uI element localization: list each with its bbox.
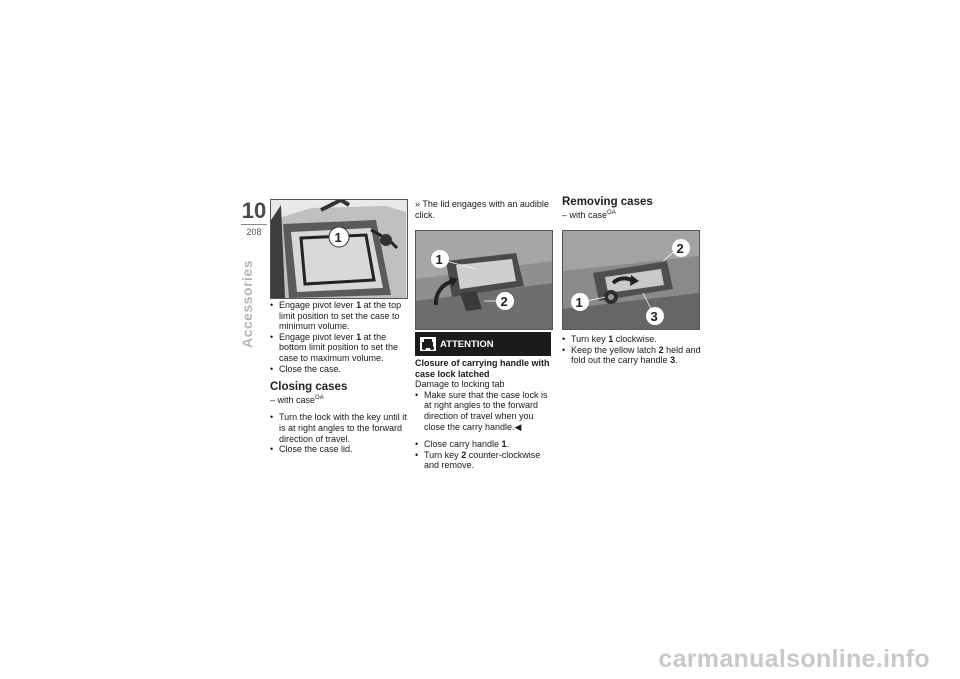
list-item: • Close carry handle 1. xyxy=(415,439,555,450)
section-label: Accessories xyxy=(239,259,255,348)
removing-steps xyxy=(562,334,707,366)
column-3-text xyxy=(562,334,707,366)
motorcycle-warning-icon xyxy=(420,337,436,351)
page-number: 208 xyxy=(246,227,262,237)
adjust-volume-steps xyxy=(270,300,410,374)
list-item: • Engage pivot lever 1 at the bottom limit position to set the case to maximum volume. xyxy=(270,332,410,364)
callout-3: 3 xyxy=(650,309,658,324)
closing-steps xyxy=(270,412,410,454)
list-item: • Close the case lid. xyxy=(270,444,410,455)
lid-result-text: » The lid engages with an audible click. xyxy=(415,199,549,220)
chapter-divider xyxy=(241,224,267,225)
key-latch-photo xyxy=(562,230,700,330)
list-item: • Close the case. xyxy=(270,364,410,375)
list-item: • Make sure that the case lock is at right angles to the forward direction of travel when you close the carry handle.◀ xyxy=(415,390,555,432)
column-3-header xyxy=(562,197,707,220)
removing-cases-heading: Removing cases xyxy=(562,196,653,208)
closing-cases-subheading: – with case$^{OA}$ xyxy=(270,394,324,405)
watermark: carmanualsonline.info xyxy=(658,645,930,673)
attention-steps xyxy=(415,390,555,432)
chapter-number: 10 xyxy=(241,198,267,223)
list-item: • Turn key 1 clockwise. xyxy=(562,334,707,345)
attention-label: ATTENTION xyxy=(440,338,494,350)
closing-cases-heading: Closing cases xyxy=(270,381,348,394)
attention-banner xyxy=(415,332,551,356)
case-interior-photo xyxy=(270,199,408,299)
column-1-text xyxy=(270,300,410,455)
carry-handle-photo xyxy=(415,230,553,330)
column-2-text xyxy=(415,358,555,471)
list-item: • Turn key 2 counter-clockwise and remove. xyxy=(415,450,555,471)
callout-2: 2 xyxy=(676,241,684,256)
removing-cases-subheading: – with case$^{OA}$ xyxy=(562,209,616,220)
attention-heading: Closure of carrying handle with case lock latched xyxy=(415,358,550,379)
callout-1: 1 xyxy=(575,295,583,310)
callout-1: 1 xyxy=(435,252,443,267)
callout-1: 1 xyxy=(334,230,342,245)
list-item: • Engage pivot lever 1 at the top limit position to set the case to minimum volume. xyxy=(270,300,410,332)
closing-handle-steps xyxy=(415,439,555,471)
callout-2: 2 xyxy=(500,294,508,309)
list-item: • Keep the yellow latch 2 held and fold out the carry handle 3. xyxy=(562,345,707,366)
list-item: • Turn the lock with the key until it is at right angles to the forward direction of travel. xyxy=(270,412,410,444)
section-tab xyxy=(239,250,259,360)
attention-text: Damage to locking tab xyxy=(415,379,505,390)
